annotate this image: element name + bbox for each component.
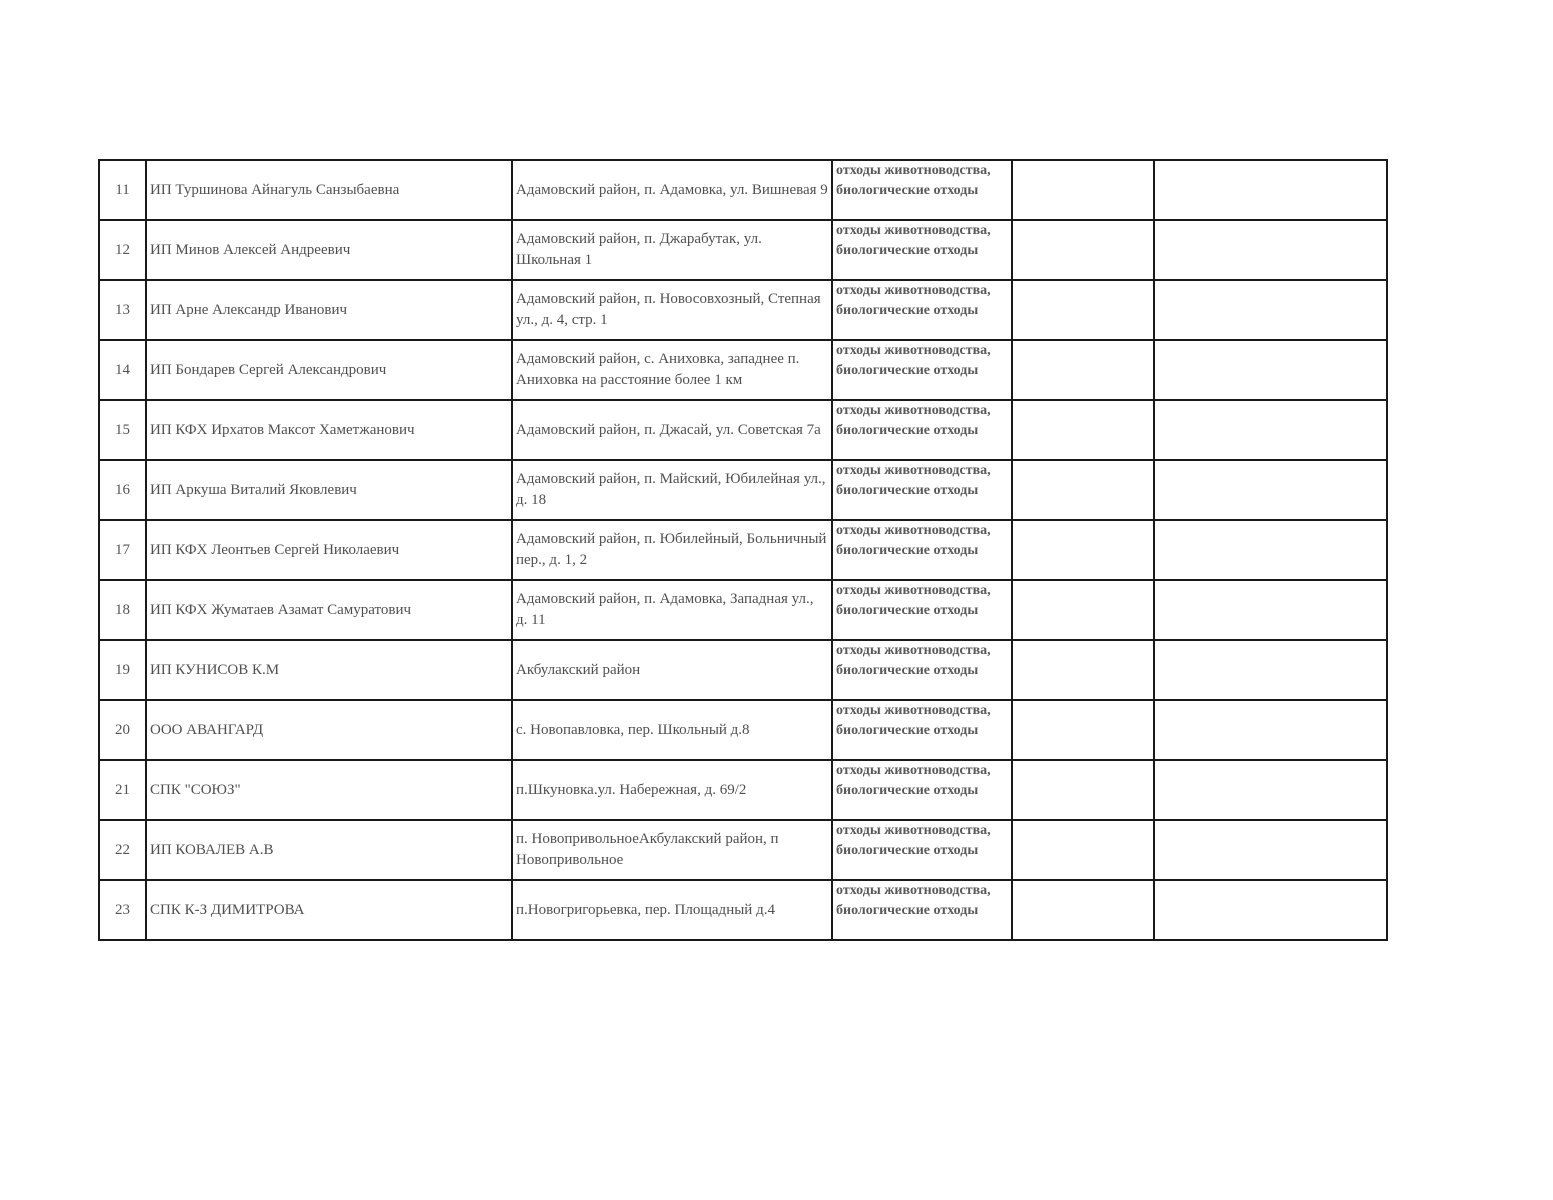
organization-name: ИП Бондарев Сергей Александрович [146, 340, 512, 400]
organization-address: с. Новопавловка, пер. Школьный д.8 [512, 700, 832, 760]
table-row [99, 220, 1387, 280]
empty-cell-5 [1012, 820, 1154, 880]
empty-cell-5 [1012, 340, 1154, 400]
empty-cell-6 [1154, 760, 1387, 820]
empty-cell-5 [1012, 880, 1154, 940]
organization-address: Акбулакский район [512, 640, 832, 700]
organization-name: ИП КОВАЛЕВ А.В [146, 820, 512, 880]
table-row [99, 820, 1387, 880]
empty-cell-5 [1012, 760, 1154, 820]
organization-name: ИП КФХ Ирхатов Максот Хаметжанович [146, 400, 512, 460]
organization-address: п. НовопривольноеАкбулакский район, п Новопривольное [512, 820, 832, 880]
organization-address: Адамовский район, п. Юбилейный, Больничный пер., д. 1, 2 [512, 520, 832, 580]
row-number: 23 [99, 880, 146, 940]
empty-cell-5 [1012, 580, 1154, 640]
empty-cell-5 [1012, 640, 1154, 700]
organization-name: ИП Туршинова Айнагуль Санзыбаевна [146, 160, 512, 220]
waste-type: отходы животноводства, биологические отходы [832, 640, 1012, 700]
organization-address: Адамовский район, п. Адамовка, ул. Вишневая 9 [512, 160, 832, 220]
waste-type: отходы животноводства, биологические отходы [832, 400, 1012, 460]
table-row [99, 760, 1387, 820]
empty-cell-6 [1154, 880, 1387, 940]
organization-name: ИП Арне Александр Иванович [146, 280, 512, 340]
waste-type: отходы животноводства, биологические отходы [832, 880, 1012, 940]
waste-type: отходы животноводства, биологические отходы [832, 340, 1012, 400]
empty-cell-6 [1154, 640, 1387, 700]
empty-cell-6 [1154, 400, 1387, 460]
table-row [99, 340, 1387, 400]
table-row [99, 640, 1387, 700]
row-number: 18 [99, 580, 146, 640]
empty-cell-5 [1012, 520, 1154, 580]
empty-cell-6 [1154, 160, 1387, 220]
waste-type: отходы животноводства, биологические отходы [832, 220, 1012, 280]
row-number: 13 [99, 280, 146, 340]
organization-name: СПК К-З ДИМИТРОВА [146, 880, 512, 940]
waste-producers-table [98, 159, 1388, 941]
organization-address: Адамовский район, п. Адамовка, Западная ул., д. 11 [512, 580, 832, 640]
empty-cell-5 [1012, 280, 1154, 340]
row-number: 21 [99, 760, 146, 820]
empty-cell-5 [1012, 460, 1154, 520]
organization-name: ИП КФХ Жуматаев Азамат Самуратович [146, 580, 512, 640]
organization-address: Адамовский район, п. Майский, Юбилейная ул., д. 18 [512, 460, 832, 520]
organization-name: ИП КФХ Леонтьев Сергей Николаевич [146, 520, 512, 580]
empty-cell-6 [1154, 700, 1387, 760]
organization-address: п.Шкуновка.ул. Набережная, д. 69/2 [512, 760, 832, 820]
empty-cell-6 [1154, 340, 1387, 400]
table-row [99, 880, 1387, 940]
table-row [99, 520, 1387, 580]
empty-cell-5 [1012, 700, 1154, 760]
row-number: 22 [99, 820, 146, 880]
empty-cell-6 [1154, 220, 1387, 280]
organization-address: Адамовский район, п. Джасай, ул. Советская 7а [512, 400, 832, 460]
organization-name: ООО АВАНГАРД [146, 700, 512, 760]
empty-cell-6 [1154, 280, 1387, 340]
row-number: 16 [99, 460, 146, 520]
row-number: 15 [99, 400, 146, 460]
waste-type: отходы животноводства, биологические отходы [832, 460, 1012, 520]
table-row [99, 580, 1387, 640]
table-row [99, 700, 1387, 760]
waste-type: отходы животноводства, биологические отходы [832, 160, 1012, 220]
row-number: 20 [99, 700, 146, 760]
empty-cell-5 [1012, 220, 1154, 280]
organization-address: п.Новогригорьевка, пер. Площадный д.4 [512, 880, 832, 940]
waste-type: отходы животноводства, биологические отходы [832, 520, 1012, 580]
table-body [99, 160, 1387, 940]
organization-name: ИП КУНИСОВ К.М [146, 640, 512, 700]
empty-cell-5 [1012, 400, 1154, 460]
organization-name: ИП Аркуша Виталий Яковлевич [146, 460, 512, 520]
waste-type: отходы животноводства, биологические отходы [832, 580, 1012, 640]
row-number: 14 [99, 340, 146, 400]
row-number: 17 [99, 520, 146, 580]
table-row [99, 400, 1387, 460]
table-row [99, 280, 1387, 340]
waste-type: отходы животноводства, биологические отходы [832, 700, 1012, 760]
empty-cell-6 [1154, 460, 1387, 520]
empty-cell-5 [1012, 160, 1154, 220]
empty-cell-6 [1154, 580, 1387, 640]
waste-type: отходы животноводства, биологические отходы [832, 760, 1012, 820]
table-row [99, 460, 1387, 520]
organization-name: ИП Минов Алексей Андреевич [146, 220, 512, 280]
table-row [99, 160, 1387, 220]
row-number: 19 [99, 640, 146, 700]
organization-name: СПК "СОЮЗ" [146, 760, 512, 820]
organization-address: Адамовский район, п. Джарабутак, ул. Школьная 1 [512, 220, 832, 280]
organization-address: Адамовский район, с. Аниховка, западнее п. Аниховка на расстояние более 1 км [512, 340, 832, 400]
empty-cell-6 [1154, 820, 1387, 880]
waste-type: отходы животноводства, биологические отходы [832, 280, 1012, 340]
organization-address: Адамовский район, п. Новосовхозный, Степная ул., д. 4, стр. 1 [512, 280, 832, 340]
row-number: 11 [99, 160, 146, 220]
waste-type: отходы животноводства, биологические отходы [832, 820, 1012, 880]
empty-cell-6 [1154, 520, 1387, 580]
row-number: 12 [99, 220, 146, 280]
